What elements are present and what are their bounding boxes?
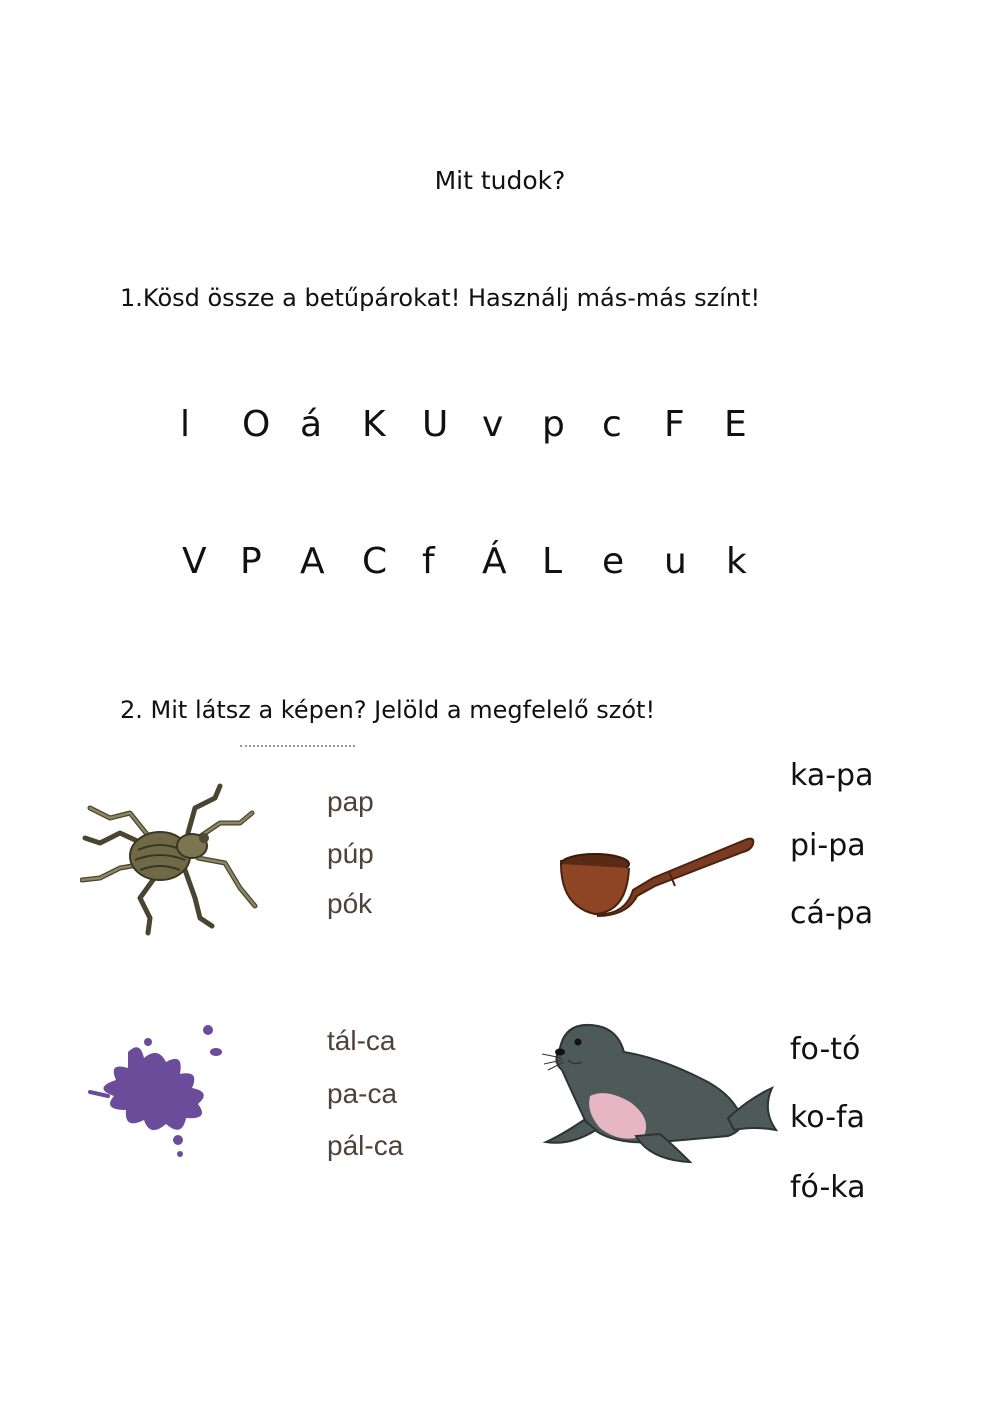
spider-icon	[80, 778, 265, 938]
letter[interactable]: C	[362, 541, 388, 582]
option-word[interactable]: pók	[327, 888, 373, 919]
letter[interactable]: f	[422, 541, 435, 582]
letter[interactable]: l	[180, 404, 191, 445]
seal-icon	[540, 1018, 780, 1166]
letter[interactable]: V	[182, 541, 207, 582]
letter[interactable]: k	[726, 541, 747, 582]
option-word[interactable]: cá-pa	[790, 896, 874, 931]
task1-instruction: 1.Kösd össze a betűpárokat! Használj más-más színt!	[120, 284, 761, 312]
letter[interactable]: A	[300, 541, 325, 582]
option-word[interactable]: pi-pa	[790, 828, 866, 863]
letter[interactable]: e	[602, 541, 625, 582]
option-word[interactable]: ka-pa	[790, 758, 874, 793]
letter[interactable]: P	[240, 541, 262, 582]
letter[interactable]: K	[362, 404, 386, 445]
letter[interactable]: u	[664, 541, 687, 582]
letter[interactable]: U	[422, 404, 449, 445]
option-word[interactable]: pap	[327, 786, 374, 817]
letter[interactable]: v	[482, 404, 504, 445]
option-word[interactable]: pál-ca	[327, 1130, 404, 1161]
dotted-line	[240, 745, 355, 747]
task2-instruction: 2. Mit látsz a képen? Jelöld a megfelelő szót!	[120, 696, 656, 724]
option-word[interactable]: ko-fa	[790, 1100, 865, 1135]
option-word[interactable]: fo-tó	[790, 1032, 861, 1067]
option-word[interactable]: fó-ka	[790, 1170, 866, 1205]
letter[interactable]: Á	[482, 541, 507, 582]
page-title: Mit tudok?	[434, 166, 566, 195]
option-word[interactable]: púp	[327, 838, 374, 869]
letter[interactable]: p	[542, 404, 565, 445]
pipe-icon	[555, 828, 760, 920]
letter[interactable]: F	[664, 404, 685, 445]
letter-row-top	[170, 404, 770, 464]
option-word[interactable]: pa-ca	[327, 1078, 398, 1109]
letter[interactable]: E	[724, 404, 747, 445]
letter[interactable]: c	[602, 404, 622, 445]
letter-row-bottom	[170, 541, 770, 601]
letter[interactable]: L	[542, 541, 563, 582]
ink-splash-icon	[88, 1022, 238, 1162]
letter[interactable]: O	[242, 404, 271, 445]
letter[interactable]: á	[300, 404, 323, 445]
option-word[interactable]: tál-ca	[327, 1025, 396, 1056]
